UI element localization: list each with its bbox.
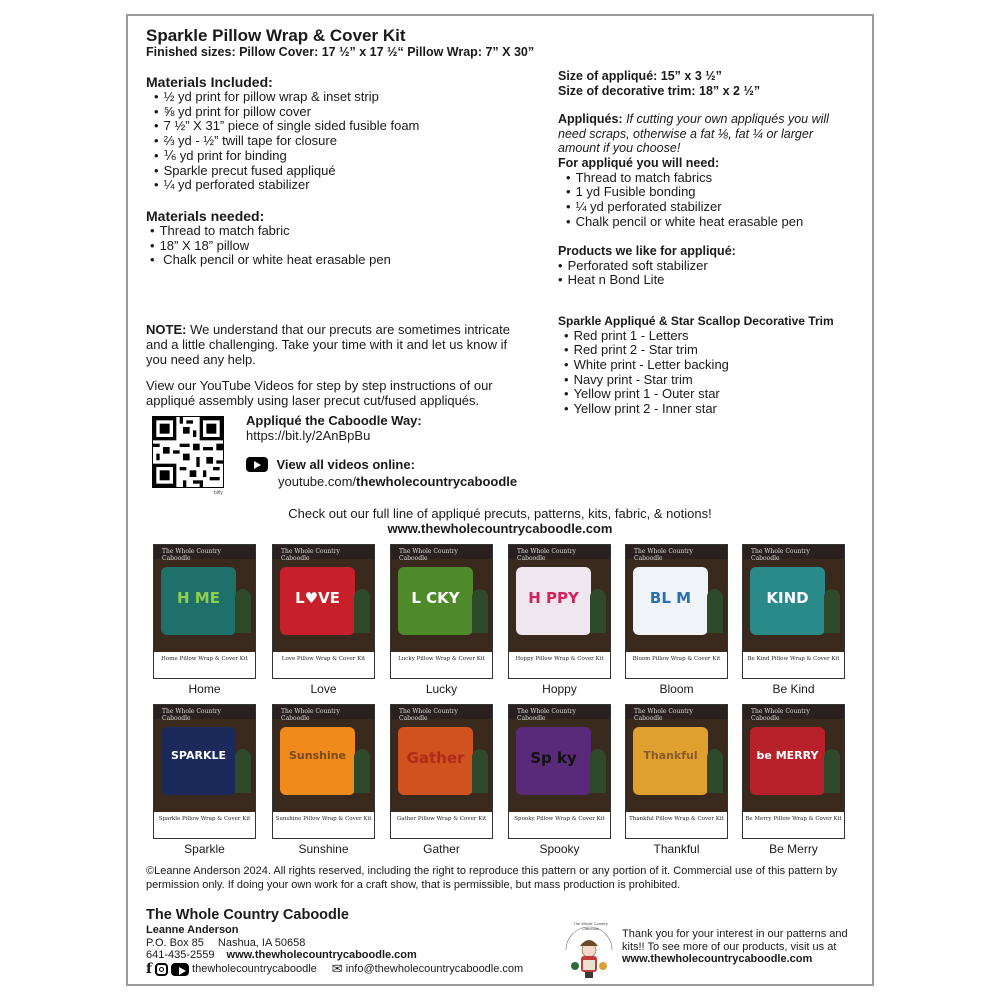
mail-icon: ✉ — [331, 961, 343, 976]
address-block — [146, 924, 446, 962]
for-applique-heading: For appliqué you will need: — [558, 156, 720, 170]
materials-included-list — [154, 90, 491, 193]
caboodle-way-link[interactable]: https://bit.ly/2AnBpBu — [246, 428, 371, 443]
thanks-url[interactable]: www.thewholecountrycaboodle.com — [622, 953, 813, 965]
po-box: P.O. Box 85 — [146, 936, 204, 949]
pillow-word: KIND — [766, 589, 809, 607]
pillow-word: H PPY — [528, 589, 579, 607]
city: Nashua, IA 50658 — [217, 936, 306, 949]
materials-needed-list — [150, 224, 491, 268]
list-item: • Red print 2 - Star trim — [564, 343, 868, 358]
list-item: • ¼ yd perforated stabilizer — [154, 178, 491, 193]
finished-sizes: Finished sizes: Pillow Cover: 17 ½” x 17 ½“ Pillow Wrap: 7” X 30” — [146, 45, 535, 59]
list-item: • ½ yd print for pillow wrap & inset strip — [154, 90, 491, 105]
decor-image — [824, 589, 840, 633]
product-caption: Love — [310, 682, 337, 696]
list-item: • ⅝ yd print for pillow cover — [154, 105, 491, 120]
phone: 641-435-2559 — [146, 949, 215, 961]
appliques-paragraph — [558, 112, 858, 156]
kit-label: Thankful Pillow Wrap & Cover Kit — [626, 812, 727, 838]
product-thumbnail[interactable] — [625, 544, 728, 679]
page-title: Sparkle Pillow Wrap & Cover Kit — [146, 26, 406, 45]
kit-label: Hoppy Pillow Wrap & Cover Kit — [509, 652, 610, 678]
for-applique-section — [558, 156, 868, 229]
materials-included-section — [146, 74, 491, 193]
email-link[interactable]: info@thewholecountrycaboodle.com — [345, 963, 524, 975]
product-caption: Thankful — [653, 842, 700, 856]
products-list — [558, 259, 868, 288]
youtube-icon[interactable] — [246, 457, 268, 472]
pillow-word: H ME — [177, 589, 220, 607]
product-caption: Be Merry — [769, 842, 818, 856]
thumbnail-brand: The Whole Country Caboodle — [626, 545, 727, 559]
list-item: • Yellow print 1 - Outer star — [564, 387, 868, 402]
social-row — [146, 961, 523, 977]
note-label: NOTE: — [146, 322, 187, 337]
qr-caption: bitly — [214, 490, 223, 496]
decor-image — [472, 589, 488, 633]
website-link[interactable]: www.thewholecountrycaboodle.com — [226, 949, 417, 961]
list-item: • White print - Letter backing — [564, 358, 868, 373]
product-thumbnail[interactable] — [742, 544, 845, 679]
view-paragraph: View our YouTube Videos for step by step instructions of our appliqué assembly using laser precut cut/fused appliqués. — [146, 378, 493, 408]
facebook-icon[interactable]: f — [146, 961, 153, 977]
product-caption: Hoppy — [542, 682, 577, 696]
for-applique-list — [566, 171, 868, 230]
thanks-text: Thank you for your interest in our patterns and kits!! To see more of our products, visit us at — [622, 928, 848, 953]
kit-label: Lucky Pillow Wrap & Cover Kit — [391, 652, 492, 678]
list-item: • Sparkle precut fused appliqué — [154, 164, 491, 179]
pillow-word: Thankful — [643, 749, 698, 762]
product-thumbnail[interactable] — [508, 704, 611, 839]
list-item: • Thread to match fabrics — [566, 171, 868, 186]
youtube-prefix: youtube.com/ — [278, 474, 357, 489]
size-trim: Size of decorative trim: 18” x 2 ½” — [558, 83, 761, 98]
kit-label: Love Pillow Wrap & Cover Kit — [273, 652, 374, 678]
product-caption: Lucky — [425, 682, 458, 696]
list-item: • ⅙ yd print for binding — [154, 149, 491, 164]
product-caption: Bloom — [659, 682, 694, 696]
product-thumbnail[interactable] — [390, 704, 493, 839]
list-item: • Heat n Bond Lite — [558, 273, 868, 288]
list-item: • ⅔ yd - ½” twill tape for closure — [154, 134, 491, 149]
company-name: The Whole Country Caboodle — [146, 907, 349, 923]
list-item: • Navy print - Star trim — [564, 373, 868, 388]
product-caption: Be Kind — [772, 682, 815, 696]
qr-code-icon — [153, 417, 223, 487]
product-caption: Sunshine — [298, 842, 349, 856]
qr-code[interactable] — [152, 416, 224, 488]
thumbnail-brand: The Whole Country Caboodle — [273, 545, 374, 559]
trim-section — [558, 314, 868, 417]
product-caption: Gather — [423, 842, 460, 856]
pattern-back-page — [126, 14, 874, 986]
decor-image — [590, 589, 606, 633]
pillow-word: Gather — [406, 749, 465, 767]
thumbnail-brand: The Whole Country Caboodle — [391, 705, 492, 719]
kit-label: Sparkle Pillow Wrap & Cover Kit — [154, 812, 255, 838]
thumbnail-brand: The Whole Country Caboodle — [509, 545, 610, 559]
product-thumbnail[interactable] — [272, 544, 375, 679]
youtube-block — [246, 456, 517, 489]
decor-image — [235, 589, 251, 633]
social-handle[interactable]: thewholecountrycaboodle — [192, 963, 317, 975]
decor-image — [824, 749, 840, 793]
list-item: • Chalk pencil or white heat erasable pen — [150, 253, 491, 268]
product-thumbnail[interactable] — [625, 704, 728, 839]
note-text: We understand that our precuts are sometimes intricate and a little challenging. Take your time with it and let us know if you need any help. — [146, 322, 510, 367]
kit-label: Home Pillow Wrap & Cover Kit — [154, 652, 255, 678]
thumbnail-brand: The Whole Country Caboodle — [154, 705, 255, 719]
list-item: • ¼ yd perforated stabilizer — [566, 200, 868, 215]
logo-text: The Whole Country Caboodle — [573, 921, 608, 931]
youtube-small-icon[interactable] — [171, 963, 189, 976]
caboodle-way-block — [246, 413, 422, 443]
products-section — [558, 244, 868, 288]
product-caption: Home — [188, 682, 221, 696]
size-applique: Size of appliqué: 15” x 3 ½” — [558, 69, 722, 83]
list-item: • 18” X 18” pillow — [150, 239, 491, 254]
copyright-notice: ©Leanne Anderson 2024. All rights reserved, including the right to reproduce this pattern or any portion of it. Commercial use of this pattern by permission only. If doing your own work for a craft show, that is permissible, but mass production is prohibited. — [146, 865, 838, 891]
youtube-link[interactable] — [278, 474, 517, 489]
product-caption: Sparkle — [184, 842, 225, 856]
pillow-word: L♥VE — [295, 589, 340, 607]
trim-heading: Sparkle Appliqué & Star Scallop Decorative Trim — [558, 314, 834, 328]
kit-label: Sunshine Pillow Wrap & Cover Kit — [273, 812, 374, 838]
list-item: • Yellow print 2 - Inner star — [564, 402, 868, 417]
caboodle-way-heading: Appliqué the Caboodle Way: — [246, 413, 422, 428]
kit-label: Spooky Pillow Wrap & Cover Kit — [509, 812, 610, 838]
product-thumbnail[interactable] — [742, 704, 845, 839]
list-item: • Thread to match fabric — [150, 224, 491, 239]
pillow-word: Sp ky — [530, 749, 577, 767]
appliques-label: Appliqués: — [558, 112, 623, 126]
list-item: • 1 yd Fusible bonding — [566, 185, 868, 200]
kit-label: Be Kind Pillow Wrap & Cover Kit — [743, 652, 844, 678]
products-heading: Products we like for appliqué: — [558, 244, 736, 258]
decor-image — [354, 589, 370, 633]
thumbnail-brand: The Whole Country Caboodle — [509, 705, 610, 719]
pillow-word: SPARKLE — [170, 749, 226, 762]
pillow-word: L CKY — [411, 589, 460, 607]
thumbnail-brand: The Whole Country Caboodle — [743, 705, 844, 719]
thanks-block — [622, 928, 872, 966]
materials-needed-section — [146, 208, 491, 268]
pillow-word: Sunshine — [288, 749, 347, 762]
product-thumbnail[interactable] — [272, 704, 375, 839]
pillow-word: be MERRY — [756, 749, 819, 762]
list-item: • Chalk pencil or white heat erasable pen — [566, 215, 868, 230]
thumbnail-brand: The Whole Country Caboodle — [273, 705, 374, 719]
pillow-word: BL M — [649, 589, 692, 607]
instagram-icon[interactable] — [155, 963, 168, 976]
product-thumbnail[interactable] — [153, 704, 256, 839]
materials-included-heading: Materials Included: — [146, 74, 273, 90]
product-thumbnail[interactable] — [508, 544, 611, 679]
thumbnail-brand: The Whole Country Caboodle — [743, 545, 844, 559]
decor-image — [472, 749, 488, 793]
kit-label: Be Merry Pillow Wrap & Cover Kit — [743, 812, 844, 838]
materials-needed-heading: Materials needed: — [146, 208, 265, 224]
product-thumbnail[interactable] — [153, 544, 256, 679]
view-all-heading: View all videos online: — [276, 457, 415, 472]
youtube-channel: thewholecountrycaboodle — [356, 474, 518, 489]
decor-image — [235, 749, 251, 793]
appliques-text: If cutting your own appliqués you will need scraps, otherwise a fat ⅛, fat ¼ or larger amount if you choose! — [558, 112, 829, 155]
list-item: • Perforated soft stabilizer — [558, 259, 868, 274]
promo-line: Check out our full line of appliqué precuts, patterns, kits, fabric, & notions! — [288, 506, 712, 521]
decor-image — [590, 749, 606, 793]
kit-label: Gather Pillow Wrap & Cover Kit — [391, 812, 492, 838]
promo-url[interactable]: www.thewholecountrycaboodle.com — [387, 521, 613, 536]
thumbnail-brand: The Whole Country Caboodle — [626, 705, 727, 719]
note-paragraph — [146, 322, 531, 367]
decor-image — [354, 749, 370, 793]
contact-name: Leanne Anderson — [146, 924, 239, 936]
trim-list — [564, 329, 868, 417]
decor-image — [707, 749, 723, 793]
product-thumbnail[interactable] — [390, 544, 493, 679]
kit-label: Bloom Pillow Wrap & Cover Kit — [626, 652, 727, 678]
decor-image — [707, 589, 723, 633]
thumbnail-brand: The Whole Country Caboodle — [154, 545, 255, 559]
list-item: • 7 ½” X 31” piece of single sided fusible foam — [154, 119, 491, 134]
list-item: • Red print 1 - Letters — [564, 329, 868, 344]
thumbnail-brand: The Whole Country Caboodle — [391, 545, 492, 559]
sizes-block — [558, 69, 868, 98]
product-caption: Spooky — [539, 842, 580, 856]
